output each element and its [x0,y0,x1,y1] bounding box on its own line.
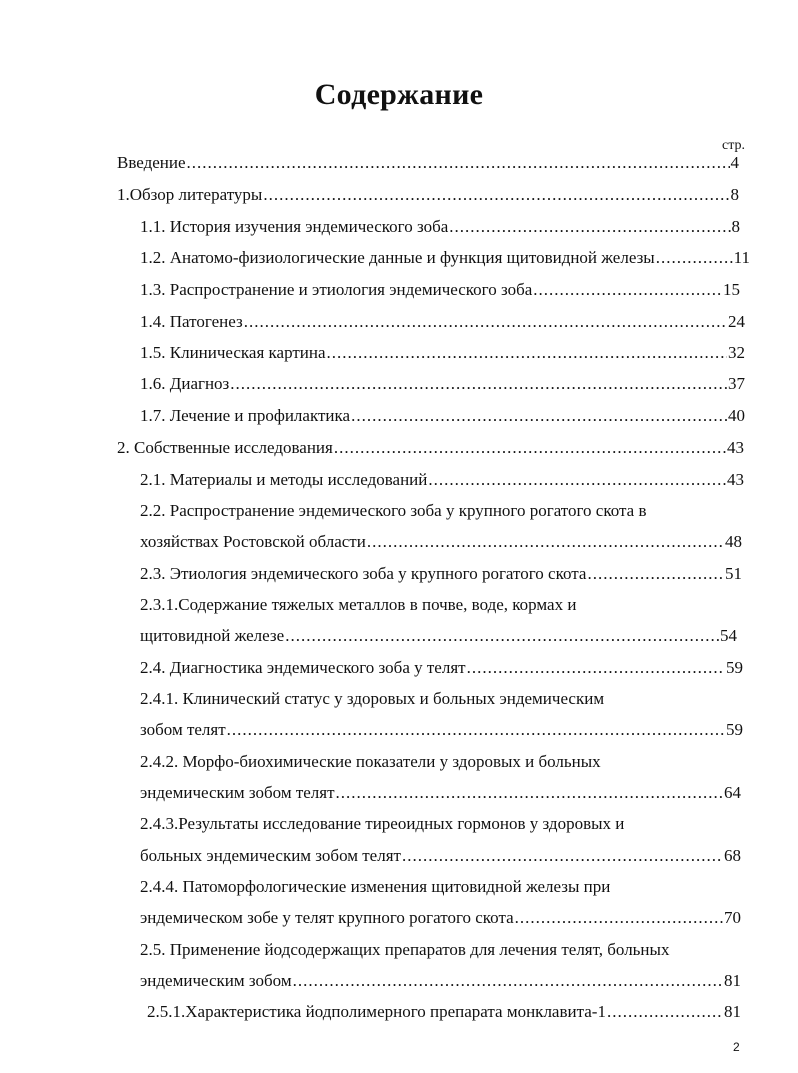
toc-entry-2-4-3: больных эндемическим зобом телят ..... 68 [140,843,741,869]
toc-entry-2-5: эндемическим зобом ..... 81 [140,968,741,994]
toc-entry-2-4-1: зобом телят ..... 59 [140,717,743,743]
page-title: Содержание [314,78,484,111]
toc-entry-2-4-2-line1: 2.4.2. Морфо-биохимические показатели у здоровых и больных [140,752,601,771]
toc-entry-2-4-4: эндемическом зобе у телят крупного рогатого скота ..... 70 [140,905,741,931]
page-column-label: стр. [722,138,746,153]
toc-entry-1-3: 1.3. Распространение и этиология эндемического зоба ..... 15 [140,277,740,303]
toc-entry-2-1: 2.1. Материалы и методы исследований ..... 43 [140,467,744,493]
toc-entry-2-4-4-line1: 2.4.4. Патоморфологические изменения щитовидной железы при [140,877,611,896]
footer-page-number: 2 [733,1040,740,1054]
toc-entry-2-4-2: эндемическим зобом телят ..... 64 [140,780,741,806]
toc-entry-2-2: хозяйствах Ростовской области ..... 48 [140,529,742,555]
toc-entry-intro: Введение ..... 4 [117,150,739,176]
toc-entry-1-2: 1.2. Анатомо-физиологические данные и функция щитовидной железы ..... 11 [140,245,750,271]
toc-entry-1-1: 1.1. История изучения эндемического зоба ..... 8 [140,214,740,240]
toc-entry-2-3-1: щитовидной железе ..... 54 [140,623,737,649]
toc-entry-2-4-3-line1: 2.4.3.Результаты исследование тиреоидных гормонов у здоровых и [140,814,625,833]
toc-entry-1: 1.Обзор литературы ..... 8 [117,182,739,208]
toc-entry-2-4-1-line1: 2.4.1. Клинический статус у здоровых и больных эндемическим [140,689,605,708]
toc-entry-1-4: 1.4. Патогенез ..... 24 [140,309,745,335]
toc-entry-1-7: 1.7. Лечение и профилактика ..... 40 [140,403,745,429]
toc-entry-1-5: 1.5. Клиническая картина ..... 32 [140,340,745,366]
toc-entry-1-6: 1.6. Диагноз ..... 37 [140,371,745,397]
toc-entry-2-3-1-line1: 2.3.1.Содержание тяжелых металлов в почве, воде, кормах и [140,595,577,614]
toc-entry-2-3: 2.3. Этиология эндемического зоба у крупного рогатого скота ..... 51 [140,561,742,587]
toc-entry-2-2-line1: 2.2. Распространение эндемического зоба у крупного рогатого скота в [140,501,647,520]
toc-entry-2: 2. Собственные исследования ..... 43 [117,435,744,461]
toc-entry-2-4: 2.4. Диагностика эндемического зоба у телят ..... 59 [140,655,743,681]
toc-entry-2-5-line1: 2.5. Применение йодсодержащих препаратов для лечения телят, больных [140,940,670,959]
toc-entry-2-5-1: 2.5.1.Характеристика йодполимерного препарата монклавита-1 ..... 81 [147,999,741,1025]
